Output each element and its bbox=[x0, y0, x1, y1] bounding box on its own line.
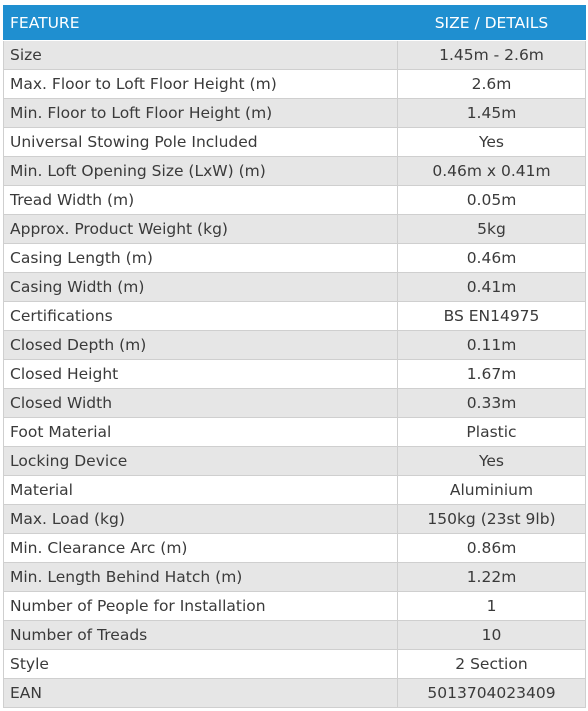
table-row bbox=[4, 563, 586, 592]
table-row bbox=[4, 389, 586, 418]
feature-cell: Casing Width (m) bbox=[4, 273, 398, 302]
feature-cell: Foot Material bbox=[4, 418, 398, 447]
table-row bbox=[4, 592, 586, 621]
table-row bbox=[4, 505, 586, 534]
table-row bbox=[4, 157, 586, 186]
detail-cell: 2.6m bbox=[398, 70, 586, 99]
table-row bbox=[4, 273, 586, 302]
table-row bbox=[4, 476, 586, 505]
detail-cell: 1.22m bbox=[398, 563, 586, 592]
feature-cell: Casing Length (m) bbox=[4, 244, 398, 273]
feature-cell: EAN bbox=[4, 679, 398, 708]
feature-cell: Material bbox=[4, 476, 398, 505]
detail-cell: 1.45m - 2.6m bbox=[398, 41, 586, 70]
detail-cell: 0.46m x 0.41m bbox=[398, 157, 586, 186]
feature-cell: Min. Floor to Loft Floor Height (m) bbox=[4, 99, 398, 128]
feature-cell: Approx. Product Weight (kg) bbox=[4, 215, 398, 244]
table-row bbox=[4, 447, 586, 476]
table-row bbox=[4, 360, 586, 389]
detail-cell: 1 bbox=[398, 592, 586, 621]
detail-cell: 0.86m bbox=[398, 534, 586, 563]
feature-cell: Min. Clearance Arc (m) bbox=[4, 534, 398, 563]
spec-table-body bbox=[4, 41, 586, 708]
feature-cell: Style bbox=[4, 650, 398, 679]
table-row bbox=[4, 41, 586, 70]
feature-cell: Number of People for Installation bbox=[4, 592, 398, 621]
table-row bbox=[4, 534, 586, 563]
table-row bbox=[4, 621, 586, 650]
feature-cell: Min. Length Behind Hatch (m) bbox=[4, 563, 398, 592]
detail-cell: Aluminium bbox=[398, 476, 586, 505]
feature-cell: Number of Treads bbox=[4, 621, 398, 650]
feature-cell: Min. Loft Opening Size (LxW) (m) bbox=[4, 157, 398, 186]
details-column-header: SIZE / DETAILS bbox=[398, 6, 586, 41]
detail-cell: BS EN14975 bbox=[398, 302, 586, 331]
table-row bbox=[4, 70, 586, 99]
detail-cell: 0.41m bbox=[398, 273, 586, 302]
detail-cell: 0.05m bbox=[398, 186, 586, 215]
detail-cell: 0.46m bbox=[398, 244, 586, 273]
detail-cell: Yes bbox=[398, 447, 586, 476]
table-row bbox=[4, 128, 586, 157]
table-row bbox=[4, 99, 586, 128]
detail-cell: 1.67m bbox=[398, 360, 586, 389]
table-row bbox=[4, 331, 586, 360]
table-row bbox=[4, 302, 586, 331]
detail-cell: Yes bbox=[398, 128, 586, 157]
feature-cell: Max. Floor to Loft Floor Height (m) bbox=[4, 70, 398, 99]
table-row bbox=[4, 244, 586, 273]
feature-column-header: FEATURE bbox=[4, 6, 398, 41]
feature-cell: Locking Device bbox=[4, 447, 398, 476]
table-row bbox=[4, 215, 586, 244]
detail-cell: 2 Section bbox=[398, 650, 586, 679]
feature-cell: Size bbox=[4, 41, 398, 70]
detail-cell: 5kg bbox=[398, 215, 586, 244]
detail-cell: 0.11m bbox=[398, 331, 586, 360]
table-row bbox=[4, 650, 586, 679]
table-row bbox=[4, 418, 586, 447]
detail-cell: Plastic bbox=[398, 418, 586, 447]
feature-cell: Closed Width bbox=[4, 389, 398, 418]
feature-cell: Tread Width (m) bbox=[4, 186, 398, 215]
feature-cell: Universal Stowing Pole Included bbox=[4, 128, 398, 157]
spec-table-header bbox=[4, 6, 586, 41]
feature-cell: Closed Depth (m) bbox=[4, 331, 398, 360]
detail-cell: 150kg (23st 9lb) bbox=[398, 505, 586, 534]
detail-cell: 10 bbox=[398, 621, 586, 650]
feature-cell: Certifications bbox=[4, 302, 398, 331]
table-row bbox=[4, 679, 586, 708]
detail-cell: 1.45m bbox=[398, 99, 586, 128]
feature-cell: Max. Load (kg) bbox=[4, 505, 398, 534]
feature-cell: Closed Height bbox=[4, 360, 398, 389]
spec-table bbox=[3, 5, 586, 708]
header-row bbox=[4, 6, 586, 41]
detail-cell: 5013704023409 bbox=[398, 679, 586, 708]
table-row bbox=[4, 186, 586, 215]
detail-cell: 0.33m bbox=[398, 389, 586, 418]
